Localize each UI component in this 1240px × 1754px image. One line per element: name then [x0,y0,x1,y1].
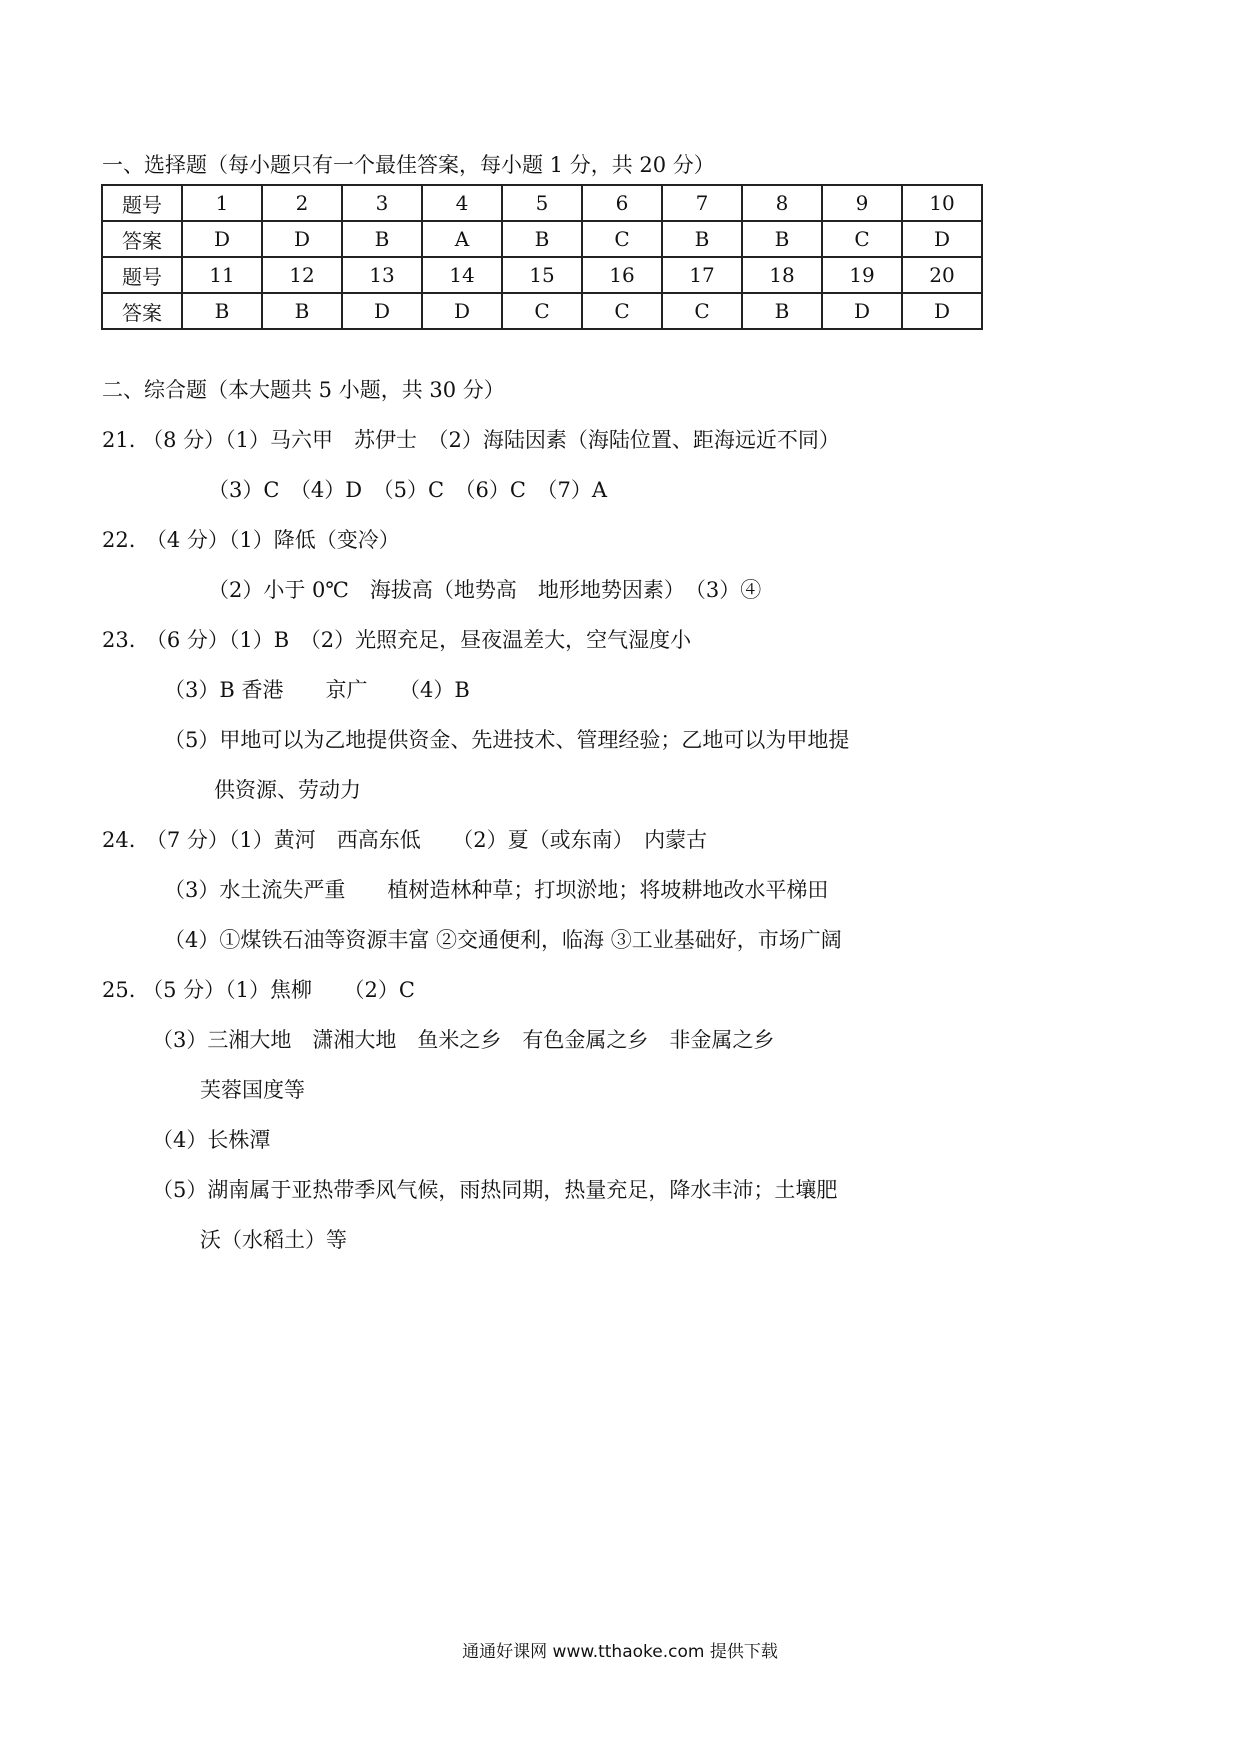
q23-line-1: 23. （6 分）（1）B （2）光照充足，昼夜温差大，空气湿度小 [102,628,692,652]
answer-table-cell: D [182,221,262,257]
answer-table-cell: C [662,293,742,329]
q22-line-2: （2）小于 0℃ 海拔高（地势高 地形地势因素） （3）④ [208,578,762,602]
answer-table-cell: B [182,293,262,329]
q25-line-6: 沃（水稻土）等 [200,1228,347,1252]
answer-table-cell: 4 [422,185,502,221]
answer-table-cell: 8 [742,185,822,221]
answer-table-cell: C [582,221,662,257]
answer-table-cell: D [422,293,502,329]
q21-line-1: 21. （8 分）（1）马六甲 苏伊士 （2）海陆因素（海陆位置、距海远近不同） [102,428,840,452]
answer-table-cell: B [662,221,742,257]
answer-table-cell: 13 [342,257,422,293]
q23-line-4: 供资源、劳动力 [214,778,361,802]
answer-table-row [102,257,982,293]
answer-table [101,184,983,330]
answer-table-cell: 19 [822,257,902,293]
answer-table-cell: B [742,293,822,329]
footer-credit: 通通好课网 www.tthaoke.com 提供下载 [462,1642,778,1662]
answer-table-cell: 7 [662,185,742,221]
answer-table-cell: 11 [182,257,262,293]
answer-table-cell: 18 [742,257,822,293]
section-2-title: 二、综合题（本大题共 5 小题，共 30 分） [102,378,505,402]
q25-line-1: 25. （5 分）（1）焦柳 （2）C [102,978,415,1002]
answer-table-cell: 1 [182,185,262,221]
answer-table-row-label: 题号 [102,257,182,293]
answer-table-cell: B [342,221,422,257]
answer-table-row-label: 题号 [102,185,182,221]
answer-table-cell: 20 [902,257,982,293]
answer-table-cell: 3 [342,185,422,221]
answer-table-row [102,293,982,329]
q23-line-3: （5）甲地可以为乙地提供资金、先进技术、管理经验；乙地可以为甲地提 [164,728,850,752]
answer-table-cell: 15 [502,257,582,293]
q23-line-2: （3）B 香港 京广 （4）B [164,678,470,702]
answer-table-cell: 6 [582,185,662,221]
answer-table-cell: 17 [662,257,742,293]
answer-table-cell: C [822,221,902,257]
q25-line-5: （5）湖南属于亚热带季风气候，雨热同期，热量充足，降水丰沛；土壤肥 [152,1178,838,1202]
section-1-title: 一、选择题（每小题只有一个最佳答案，每小题 1 分，共 20 分） [102,153,715,177]
answer-table-cell: D [262,221,342,257]
answer-table-cell: B [742,221,822,257]
answer-table-cell: D [822,293,902,329]
q25-line-3: 芙蓉国度等 [200,1078,305,1102]
answer-table-cell: D [902,221,982,257]
answer-table-cell: D [902,293,982,329]
answer-table-row [102,185,982,221]
answer-table-cell: A [422,221,502,257]
q24-line-1: 24. （7 分）（1）黄河 西高东低 （2）夏（或东南） 内蒙古 [102,828,708,852]
answer-table-cell: 16 [582,257,662,293]
answer-table-cell: B [502,221,582,257]
q21-line-2: （3）C （4）D （5）C （6）C （7）A [208,478,608,502]
answer-table-cell: C [502,293,582,329]
answer-table-row-label: 答案 [102,293,182,329]
answer-table-cell: C [582,293,662,329]
answer-table-cell: 5 [502,185,582,221]
q24-line-2: （3）水土流失严重 植树造林种草；打坝淤地；将坡耕地改水平梯田 [164,878,829,902]
q25-line-2: （3）三湘大地 潇湘大地 鱼米之乡 有色金属之乡 非金属之乡 [152,1028,775,1052]
answer-table-cell: D [342,293,422,329]
answer-table-cell: 14 [422,257,502,293]
answer-table-cell: 2 [262,185,342,221]
q25-line-4: （4）长株潭 [152,1128,271,1152]
answer-table-cell: 12 [262,257,342,293]
answer-table-cell: B [262,293,342,329]
answer-table-row [102,221,982,257]
q22-line-1: 22. （4 分）（1）降低（变冷） [102,528,400,552]
answer-table-cell: 10 [902,185,982,221]
q24-line-3: （4）①煤铁石油等资源丰富 ②交通便利，临海 ③工业基础好，市场广阔 [164,928,842,952]
answer-table-cell: 9 [822,185,902,221]
answer-table-row-label: 答案 [102,221,182,257]
